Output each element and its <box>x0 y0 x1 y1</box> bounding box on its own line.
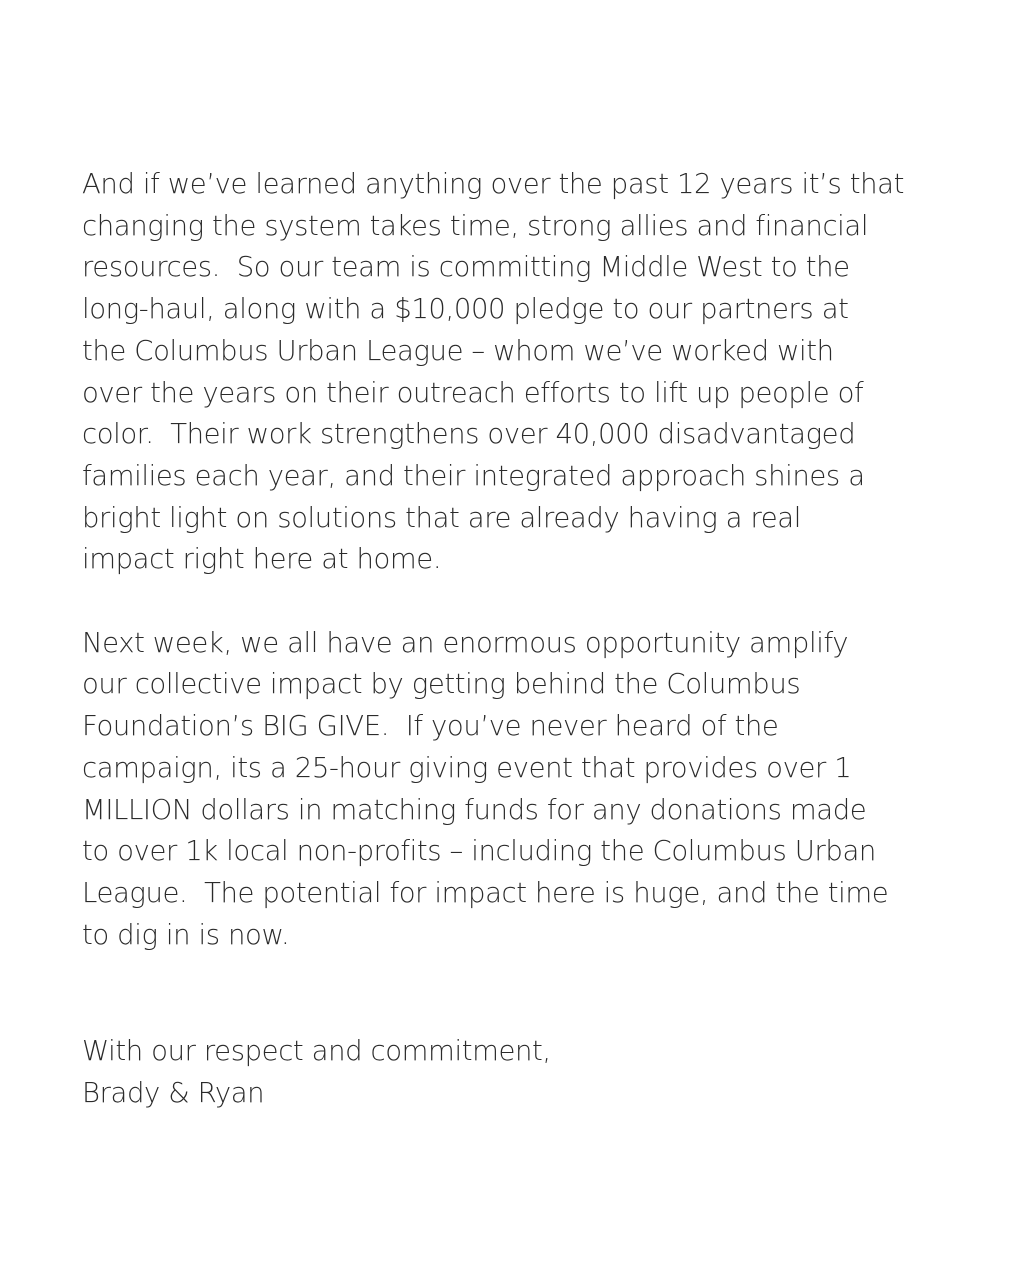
text-line: over the years on their outreach efforts to lift up people of <box>82 376 864 409</box>
text-line: changing the system takes time, strong allies and financial <box>82 209 869 242</box>
paragraph-pledge <box>82 164 942 581</box>
signature-names: Brady & Ryan <box>82 1077 265 1110</box>
text-line: color. Their work strengthens over 40,000 disadvantaged <box>82 418 856 451</box>
text-line: bright light on solutions that are already having a real <box>82 501 801 534</box>
text-line: Foundation’s BIG GIVE. If you’ve never heard of the <box>82 710 779 743</box>
text-line: long-haul, along with a $10,000 pledge to our partners at <box>82 293 849 326</box>
letter-body <box>82 164 942 1115</box>
signoff-spacer <box>82 956 942 1031</box>
text-line: And if we’ve learned anything over the past 12 years it’s that <box>82 168 904 200</box>
text-line: resources. So our team is committing Middle West to the <box>82 251 850 284</box>
text-line: campaign, its a 25-hour giving event that provides over 1 <box>82 751 852 784</box>
text-line: families each year, and their integrated approach shines a <box>82 459 865 492</box>
text-line: to over 1k local non-profits – including the Columbus Urban <box>82 835 876 868</box>
text-line: MILLION dollars in matching funds for any donations made <box>82 793 867 826</box>
text-line: League. The potential for impact here is huge, and the time <box>82 876 889 909</box>
signoff <box>82 1031 942 1114</box>
text-line: impact right here at home. <box>82 543 442 576</box>
paragraph-spacer <box>82 581 942 623</box>
text-line: to dig in is now. <box>82 918 290 951</box>
closing-line: With our respect and commitment, <box>82 1035 551 1068</box>
text-line: Next week, we all have an enormous opportunity amplify <box>82 626 849 659</box>
text-line: our collective impact by getting behind the Columbus <box>82 668 801 701</box>
paragraph-big-give <box>82 623 942 957</box>
text-line: the Columbus Urban League – whom we’ve worked with <box>82 334 834 367</box>
